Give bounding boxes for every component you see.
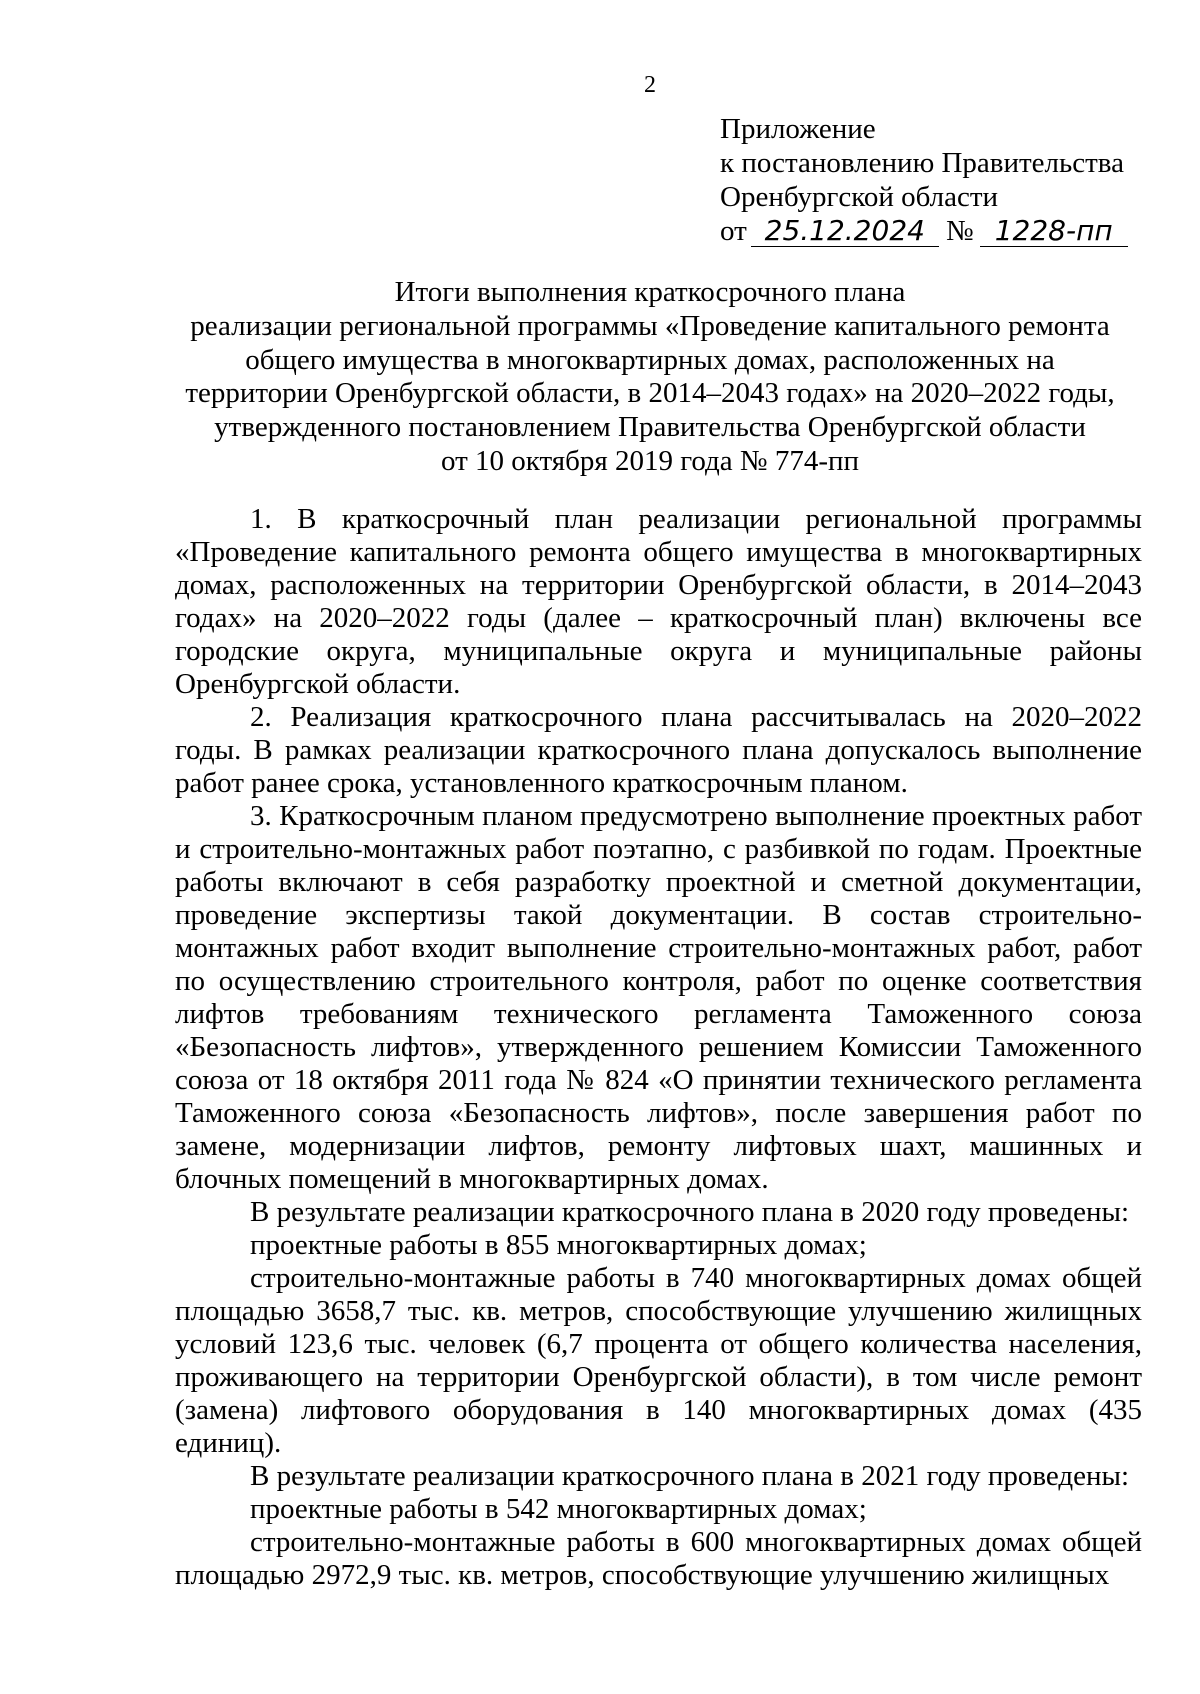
paragraph-3: 3. Краткосрочным планом предусмотрено выполнение проектных работ и строительно-монтажных работ поэтапно, с разбивкой по годам. Проектные работы включают в себя разработку проектной и сметной документации, проведение экспертизы такой документации. В состав строительно-монтажных работ входит выполнение строительно-монтажных работ, работ по осуществлению строительного контроля, работ по оценке соответствия лифтов требованиям технического регламента Таможенного союза «Безопасность лифтов», утвержденного решением Комиссии Таможенного союза от 18 октября 2011 года № 824 «О принятии технического регламента Таможенного союза «Безопасность лифтов», после завершения работ по замене, модернизации лифтов, ремонту лифтовых шахт, машинных и блочных помещений в многоквартирных домах. — [175, 800, 1142, 1195]
approval-date-line — [720, 214, 1128, 248]
document-title — [150, 276, 1150, 479]
results-2021-construction: строительно-монтажные работы в 600 многоквартирных домах общей площадью 2972,9 тыс. кв. метров, способствующие улучшению жилищных — [175, 1526, 1142, 1591]
title-line: общего имущества в многоквартирных домах, расположенных на — [245, 343, 1055, 376]
number-prefix: № — [946, 215, 974, 247]
title-line: территории Оренбургской области, в 2014–2043 годах» на 2020–2022 годы, — [185, 377, 1115, 410]
results-2020-design: проектные работы в 855 многоквартирных домах; — [250, 1229, 867, 1261]
title-line: от 10 октября 2019 года № 774-пп — [440, 444, 860, 477]
document-body — [175, 503, 1142, 1592]
results-2021-design: проектные работы в 542 многоквартирных домах; — [250, 1493, 867, 1525]
date-prefix: от — [720, 215, 747, 247]
title-line: Итоги выполнения краткосрочного плана — [394, 276, 906, 308]
handwritten-number: 1228-пп — [980, 216, 1128, 247]
page-number: 2 — [644, 72, 656, 98]
handwritten-date: 25.12.2024 — [751, 216, 939, 247]
results-2020-intro: В результате реализации краткосрочного плана в 2020 году проведены: — [250, 1196, 1130, 1228]
title-line: реализации региональной программы «Проведение капитального ремонта — [190, 309, 1110, 342]
results-2021-intro: В результате реализации краткосрочного плана в 2021 году проведены: — [250, 1460, 1130, 1492]
approval-line-1: Приложение — [720, 113, 876, 145]
approval-block — [720, 112, 1128, 248]
paragraph-1: 1. В краткосрочный план реализации региональной программы «Проведение капитального ремонта общего имущества в многоквартирных домах, расположенных на территории Оренбургской области, в 2014–2043 годах» на 2020–2022 годы (далее – краткосрочный план) включены все городские округа, муниципальные округа и муниципальные районы Оренбургской области. — [175, 503, 1142, 700]
results-2020-construction: строительно-монтажные работы в 740 многоквартирных домах общей площадью 3658,7 тыс. кв. метров, способствующие улучшению жилищных условий 123,6 тыс. человек (6,7 процента от общего количества населения, проживающего на территории Оренбургской области), в том числе ремонт (замена) лифтового оборудования в 140 многоквартирных домах (435 единиц). — [175, 1262, 1142, 1459]
paragraph-2: 2. Реализация краткосрочного плана рассчитывалась на 2020–2022 годы. В рамках реализации краткосрочного плана допускалось выполнение работ ранее срока, установленного краткосрочным планом. — [175, 701, 1142, 799]
approval-line-2: к постановлению Правительства — [720, 147, 1124, 179]
title-line: утвержденного постановлением Правительства Оренбургской области — [214, 411, 1086, 444]
approval-line-3: Оренбургской области — [720, 181, 999, 213]
